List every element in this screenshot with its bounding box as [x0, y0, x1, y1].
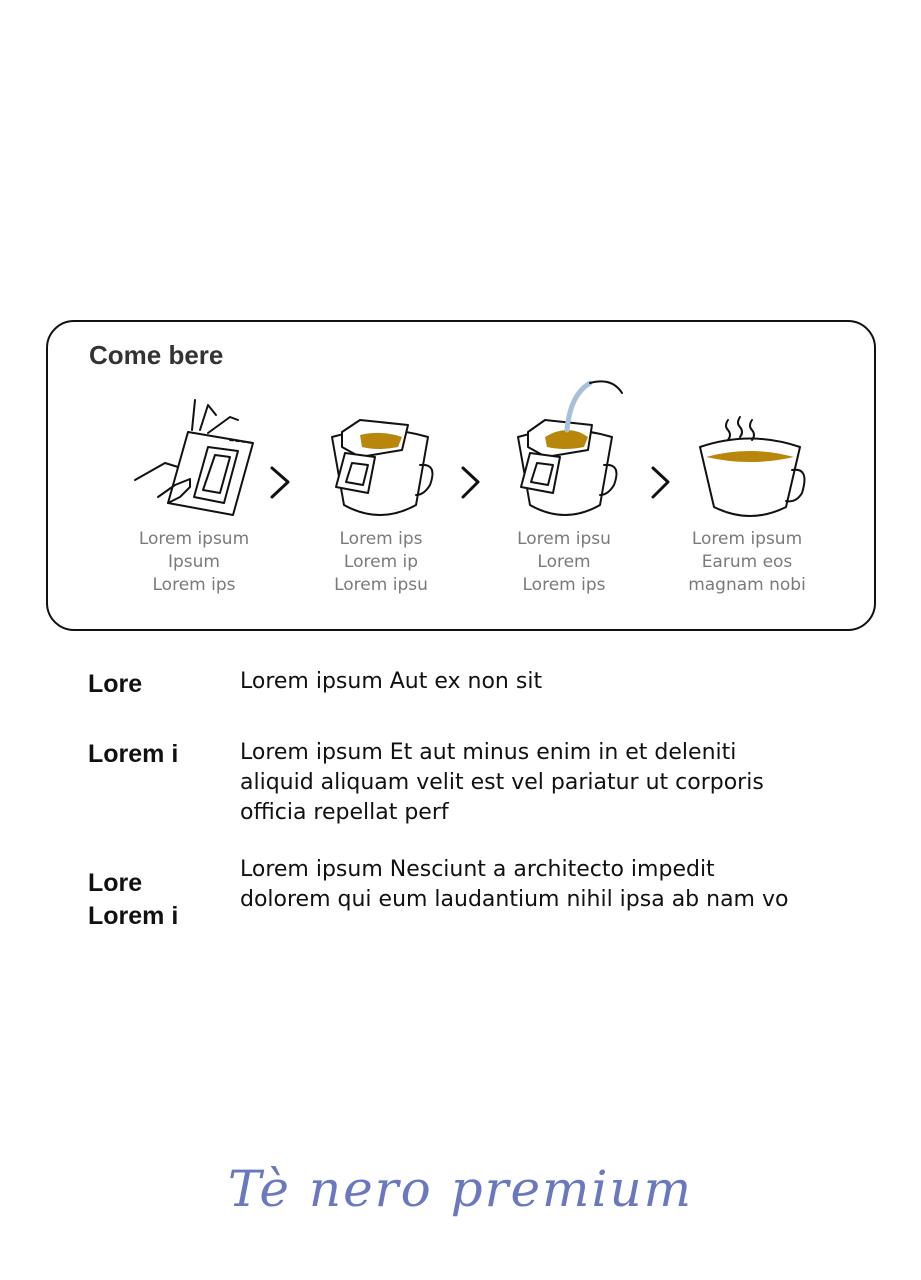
open-bag-icon — [135, 400, 253, 515]
caption-line: Lorem ips — [339, 529, 423, 549]
caption-line: Earum eos — [701, 552, 793, 572]
step-3-caption — [474, 528, 654, 597]
step-1-caption — [104, 528, 284, 597]
detail-label: Lore — [88, 670, 143, 698]
hot-tea-cup-icon — [700, 417, 804, 516]
chevron-right-icon — [463, 468, 478, 497]
detail-value: Lorem ipsum Nesciunt a architecto impedit dolorem qui eum laudantium nihil ipsa ab nam vo — [240, 857, 789, 912]
step-4-caption — [657, 528, 837, 597]
caption-line: magnam nobi — [688, 575, 806, 595]
caption-line: Lorem ip — [343, 552, 419, 572]
detail-value: Lorem ipsum Et aut minus enim in et deleniti aliquid aliquam velit est vel pariatur ut corporis officia repellat perf — [240, 740, 764, 825]
cup-with-filter-icon — [332, 420, 432, 515]
chevron-right-icon — [272, 468, 288, 497]
chevron-right-icon — [653, 468, 668, 497]
detail-label: Lorem i — [88, 902, 179, 930]
brand-logo-script: Tè nero premium — [227, 1160, 694, 1218]
caption-line: Lorem ipsum — [691, 529, 803, 549]
caption-line: Lorem ipsum — [138, 529, 250, 549]
detail-label: Lore — [88, 869, 143, 897]
caption-line: Lorem ips — [522, 575, 606, 595]
detail-value: Lorem ipsum Aut ex non sit — [240, 669, 543, 694]
step-2-caption — [291, 528, 471, 597]
pour-water-icon — [518, 381, 622, 515]
panel-title: Come bere — [89, 340, 224, 370]
caption-line: Lorem — [537, 552, 591, 572]
caption-line: Lorem ipsu — [517, 529, 611, 549]
caption-line: Lorem ipsu — [334, 575, 428, 595]
detail-label: Lorem i — [88, 740, 179, 768]
caption-line: Ipsum — [168, 552, 220, 572]
steps-illustration — [120, 375, 820, 525]
caption-line: Lorem ips — [152, 575, 236, 595]
